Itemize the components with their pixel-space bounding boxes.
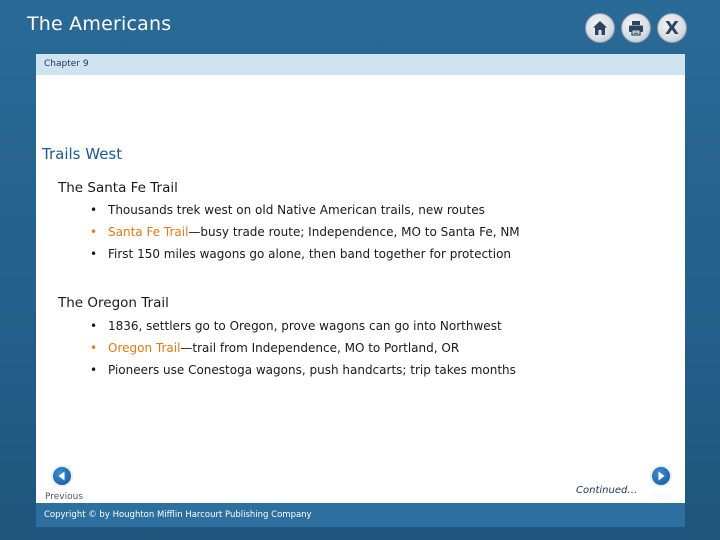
key-term-oregon-trail[interactable]: Oregon Trail	[108, 341, 181, 355]
copyright-bar	[36, 503, 685, 527]
bullet-item	[90, 199, 520, 221]
slide-title: Trails West	[42, 145, 123, 163]
bullet-text: First 150 miles wagons go alone, then band together for protection	[108, 247, 512, 261]
bullet-item	[90, 221, 520, 243]
bullet-list-santa-fe	[90, 199, 520, 265]
chapter-label: Chapter 9	[44, 59, 89, 69]
bullet-text: —busy trade route; Independence, MO to Santa Fe, NM	[188, 225, 520, 239]
print-button[interactable]	[621, 13, 651, 43]
chapter-bar	[36, 54, 685, 75]
bullet-text: —trail from Independence, MO to Portland, OR	[180, 341, 460, 355]
close-icon: X	[665, 17, 679, 39]
previous-label[interactable]: Previous	[45, 492, 84, 502]
bullet-item	[90, 315, 516, 337]
bullet-text: Pioneers use Conestoga wagons, push handcarts; trip takes months	[108, 363, 516, 377]
copyright-text: Copyright © by Houghton Mifflin Harcourt Publishing Company	[44, 510, 312, 520]
key-term-santa-fe-trail[interactable]: Santa Fe Trail	[108, 225, 189, 239]
bullet-item	[90, 243, 520, 265]
next-button[interactable]	[650, 465, 672, 487]
arrow-left-icon	[56, 470, 68, 482]
app-title: The Americans	[27, 13, 172, 35]
section-heading-oregon: The Oregon Trail	[58, 295, 169, 311]
arrow-right-icon	[655, 470, 667, 482]
printer-icon	[627, 19, 645, 37]
continued-label: Continued…	[576, 485, 638, 496]
slide-panel	[36, 75, 685, 503]
bullet-list-oregon	[90, 315, 516, 381]
previous-button[interactable]	[51, 465, 73, 487]
bullet-text: Thousands trek west on old Native American trails, new routes	[108, 203, 485, 217]
next-label[interactable]: Next	[652, 492, 673, 502]
bullet-item	[90, 337, 516, 359]
bullet-item	[90, 359, 516, 381]
close-button[interactable]	[657, 13, 687, 43]
home-button[interactable]	[585, 13, 615, 43]
home-icon	[591, 19, 609, 37]
bullet-text: 1836, settlers go to Oregon, prove wagons can go into Northwest	[108, 319, 502, 333]
section-heading-santa-fe: The Santa Fe Trail	[58, 180, 178, 196]
